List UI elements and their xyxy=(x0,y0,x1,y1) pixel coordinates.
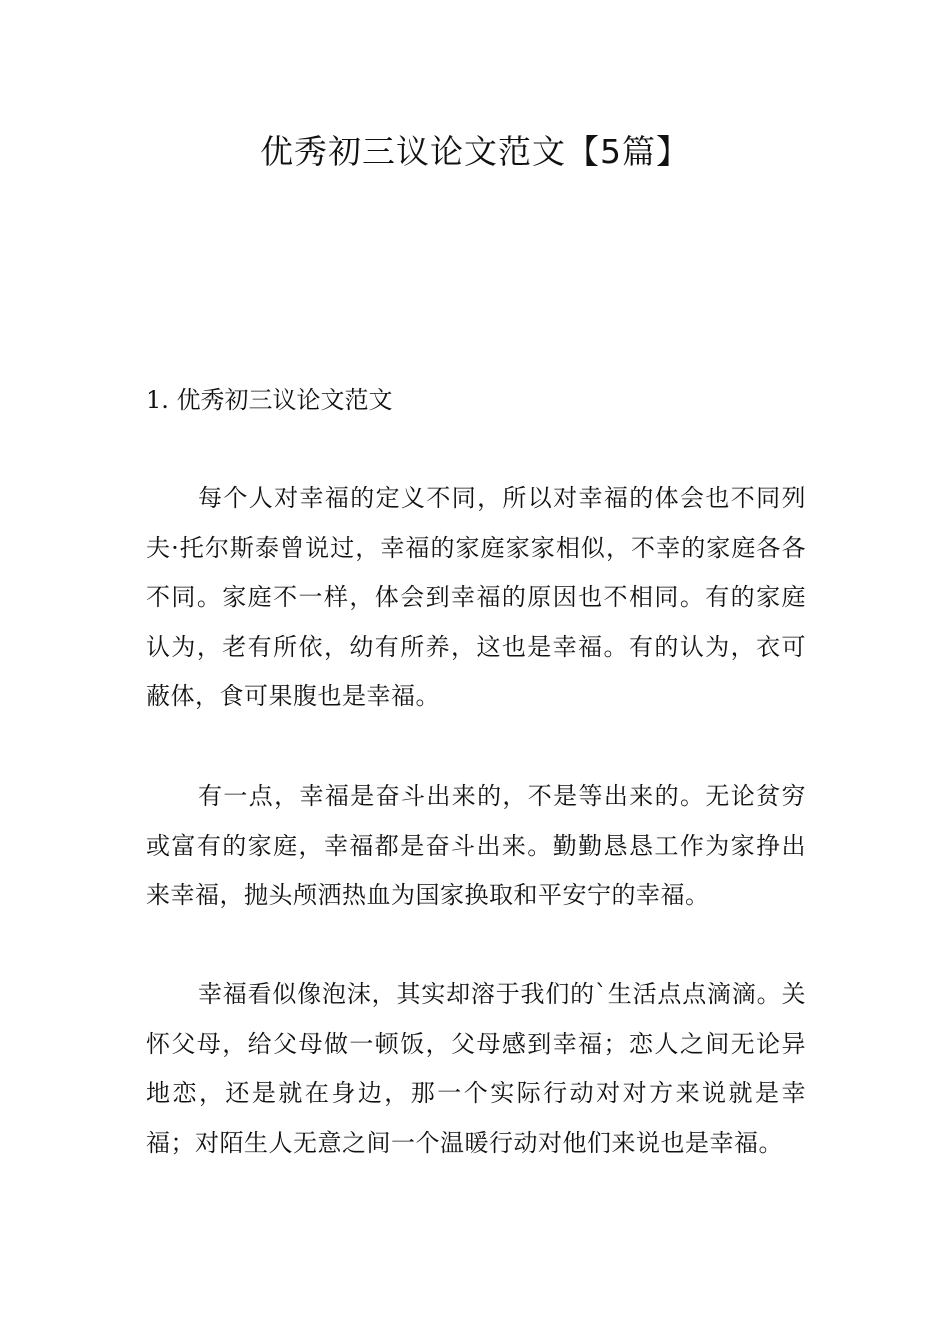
section-heading: 1. 优秀初三议论文范文 xyxy=(146,386,393,414)
document-title: 优秀初三议论文范文【5篇】 xyxy=(260,132,690,171)
paragraph-2: 有一点，幸福是奋斗出来的，不是等出来的。无论贫穷或富有的家庭，幸福都是奋斗出来。勤勤恳恳工作为家挣出来幸福，抛头颅洒热血为国家换取和平安宁的幸福。 xyxy=(146,782,806,909)
paragraph-3: 幸福看似像泡沫，其实却溶于我们的`生活点点滴滴。关怀父母，给父母做一顿饭，父母感到幸福；恋人之间无论异地恋，还是就在身边，那一个实际行动对对方来说就是幸福；对陌生人无意之间一个温暖行动对他们来说也是幸福。 xyxy=(146,980,806,1157)
paragraph-1: 每个人对幸福的定义不同，所以对幸福的体会也不同列夫·托尔斯泰曾说过，幸福的家庭家家相似，不幸的家庭各各不同。家庭不一样，体会到幸福的原因也不相同。有的家庭认为，老有所依，幼有所养，这也是幸福。有的认为，衣可蔽体，食可果腹也是幸福。 xyxy=(146,484,806,710)
